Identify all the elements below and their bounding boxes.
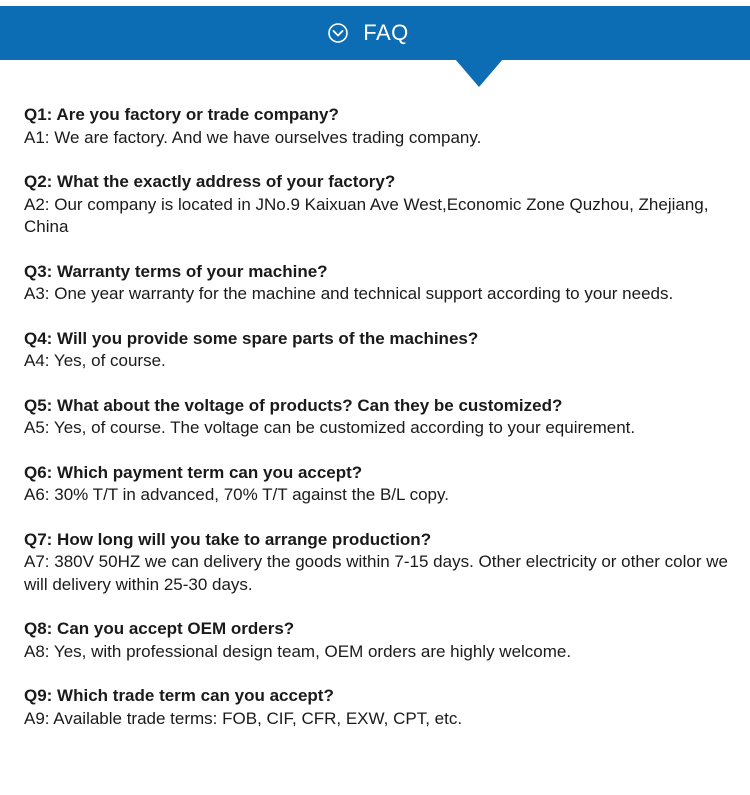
faq-question: Q8: Can you accept OEM orders?: [24, 619, 295, 638]
faq-answer: A3: One year warranty for the machine and technical support according to your needs.: [24, 284, 674, 303]
faq-question: Q7: How long will you take to arrange production?: [24, 529, 432, 549]
chevron-circle-down-icon: [327, 22, 349, 44]
faq-item-1: [24, 104, 736, 149]
faq-answer: A2: Our company is located in JNo.9 Kaixuan Ave West,Economic Zone Quzhou, Zhejiang, China: [24, 194, 709, 236]
faq-answer: A8: Yes, with professional design team, OEM orders are highly welcome.: [24, 641, 572, 661]
faq-question: Q9: Which trade term can you accept?: [24, 686, 334, 705]
faq-answer: A7: 380V 50HZ we can delivery the goods within 7-15 days. Other electricity or other color we will delivery within 25-30 days.: [24, 552, 728, 594]
faq-answer: A5: Yes, of course. The voltage can be customized according to your equirement.: [24, 418, 636, 437]
faq-answer: A9: Available trade terms: FOB, CIF, CFR, EXW, CPT, etc.: [24, 708, 463, 728]
faq-question: Q4: Will you provide some spare parts of the machines?: [24, 328, 479, 348]
faq-list: [24, 104, 736, 752]
faq-item-6: [24, 462, 736, 507]
banner-pointer: [455, 59, 503, 87]
faq-item-3: [24, 261, 736, 306]
faq-answer: A6: 30% T/T in advanced, 70% T/T against the B/L copy.: [24, 485, 449, 504]
faq-item-4: [24, 328, 736, 373]
faq-item-5: [24, 395, 736, 440]
faq-header-banner: [0, 6, 750, 60]
faq-question: Q2: What the exactly address of your factory?: [24, 172, 396, 191]
faq-item-2: [24, 171, 736, 239]
faq-answer: A1: We are factory. And we have ourselves trading company.: [24, 127, 482, 147]
faq-question: Q3: Warranty terms of your machine?: [24, 261, 328, 281]
faq-item-9: [24, 685, 736, 730]
faq-item-7: [24, 529, 736, 597]
faq-question: Q1: Are you factory or trade company?: [24, 105, 339, 124]
faq-question: Q6: Which payment term can you accept?: [24, 462, 363, 482]
faq-question: Q5: What about the voltage of products? Can they be customized?: [24, 395, 563, 415]
faq-answer: A4: Yes, of course.: [24, 351, 166, 370]
faq-item-8: [24, 618, 736, 663]
page-title: FAQ: [363, 20, 409, 45]
faq-header: [0, 6, 750, 60]
